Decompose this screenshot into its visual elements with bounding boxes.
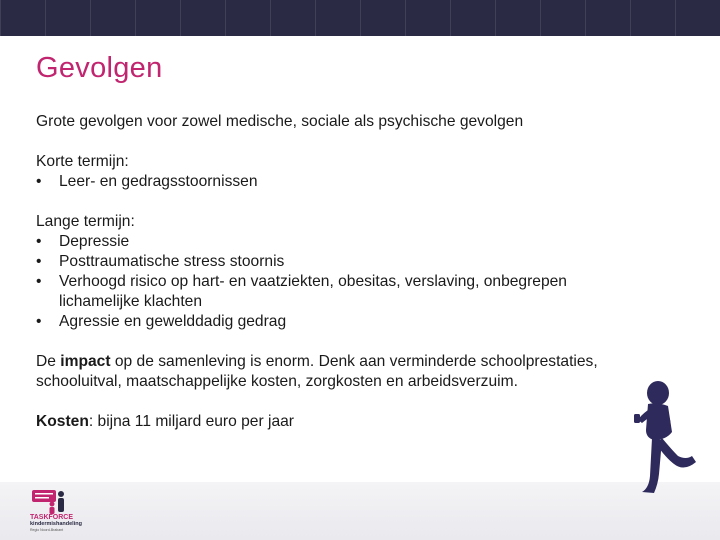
logo-line-3: Regio Noord-Brabant (30, 528, 64, 532)
long-term-heading: Lange termijn: (36, 213, 135, 230)
bullet-icon: • (36, 233, 42, 250)
slide-body (36, 112, 636, 432)
slide-title: Gevolgen (36, 52, 163, 84)
logo-line-1: TASKFORCE (30, 514, 74, 521)
bullet-icon: • (36, 253, 42, 270)
list-item: • Verhoogd risico op hart- en vaatziekten, obesitas, verslaving, onbegrepen lichamelijke klachten (36, 273, 567, 310)
list-item: • Depressie (36, 233, 130, 250)
short-term-heading: Korte termijn: (36, 153, 129, 170)
bullet-icon: • (36, 173, 42, 190)
taskforce-logo (30, 488, 100, 532)
costs-label: Kosten (36, 413, 89, 430)
intro-text: Grote gevolgen voor zowel medische, sociale als psychische gevolgen (36, 113, 524, 130)
costs-text: Kosten: bijna 11 miljard euro per jaar (36, 413, 294, 430)
bullet-icon: • (36, 313, 42, 330)
child-silhouette-icon (626, 380, 706, 498)
impact-keyword: impact (60, 353, 111, 370)
list-item: • Leer- en gedragsstoornissen (36, 173, 258, 190)
header-band (0, 0, 720, 36)
list-item: • Agressie en gewelddadig gedrag (36, 313, 287, 330)
list-item: • Posttraumatische stress stoornis (36, 253, 285, 270)
family-figures-icon (30, 488, 70, 514)
footer-band (0, 482, 720, 540)
bullet-icon: • (36, 273, 42, 290)
impact-text: De impact op de samenleving is enorm. Denk aan verminderde schoolprestaties, schooluitval, maatschappelijke kosten, zorgkosten en arbeidsverzuim. (36, 353, 598, 390)
logo-line-2: kindermishandeling (30, 521, 82, 527)
